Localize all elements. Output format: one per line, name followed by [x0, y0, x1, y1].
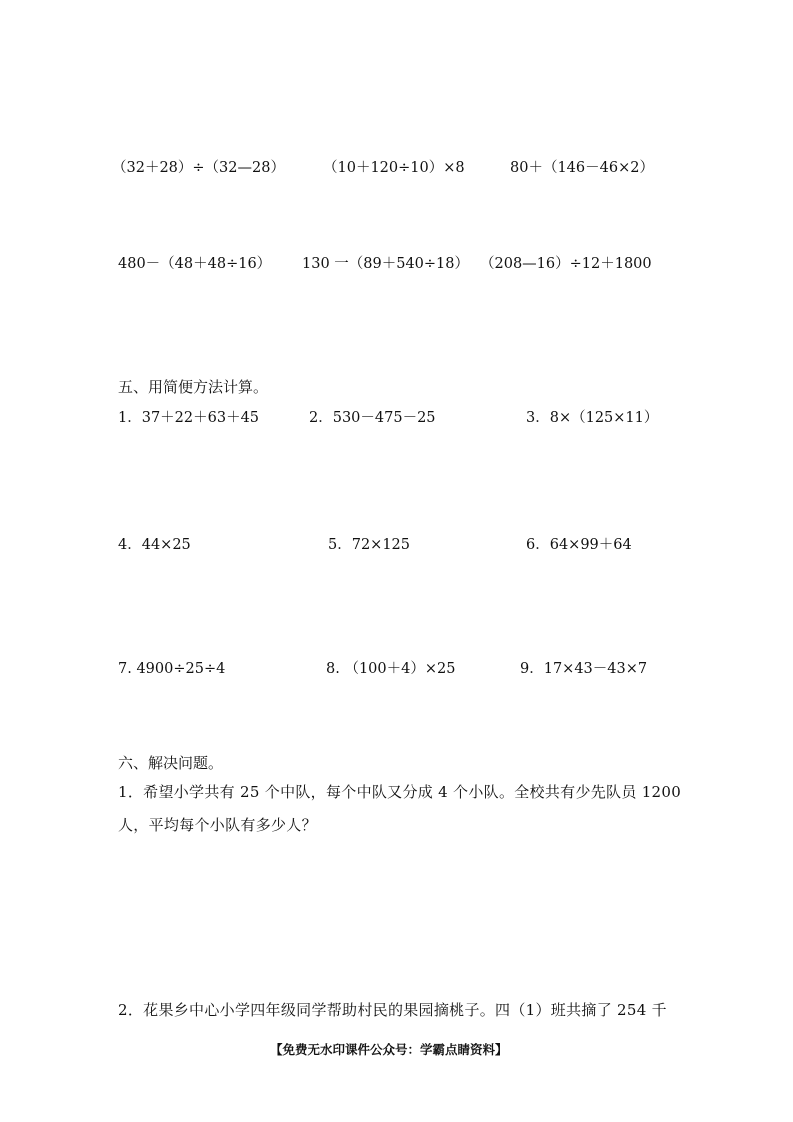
- section-5-title: 五、用简便方法计算。: [118, 378, 269, 396]
- expression-4-row2-col3: （208—16）÷12＋1800: [480, 256, 652, 272]
- question-6-1-line-1: 1．希望小学共有 25 个中队，每个中队又分成 4 个小队。全校共有少先队员 1200: [118, 783, 682, 801]
- expression-4-row1-col1: （32＋28）÷（32—28）: [112, 160, 285, 176]
- footer-note: 【免费无水印课件公众号：学霸点睛资料】: [270, 1042, 508, 1057]
- problem-5-1: 1．37＋22＋63＋45: [118, 410, 260, 426]
- problem-5-9: 9．17×43－43×7: [520, 661, 648, 677]
- problem-5-4: 4．44×25: [118, 537, 191, 553]
- question-6-1-line-2: 人，平均每个小队有多少人？: [118, 816, 317, 834]
- expression-4-row1-col2: （10＋120÷10）×8: [323, 160, 465, 176]
- problem-5-2: 2．530－475－25: [309, 410, 436, 426]
- problem-5-3: 3．8×（125×11）: [526, 410, 659, 426]
- problem-5-8: 8. （100＋4）×25: [326, 661, 456, 677]
- expression-4-row2-col1: 480－（48＋48÷16）: [118, 256, 272, 272]
- expression-4-row2-col2: 130 一（89＋540÷18）: [302, 256, 470, 272]
- expression-4-row1-col3: 80＋（146－46×2）: [510, 160, 654, 176]
- problem-5-5: 5．72×125: [328, 537, 411, 553]
- question-6-2-line-1: 2．花果乡中心小学四年级同学帮助村民的果园摘桃子。四（1）班共摘了 254 千: [118, 1001, 667, 1019]
- problem-5-7: 7. 4900÷25÷4: [118, 661, 226, 677]
- section-6-title: 六、解决问题。: [118, 754, 224, 772]
- problem-5-6: 6．64×99＋64: [526, 537, 632, 553]
